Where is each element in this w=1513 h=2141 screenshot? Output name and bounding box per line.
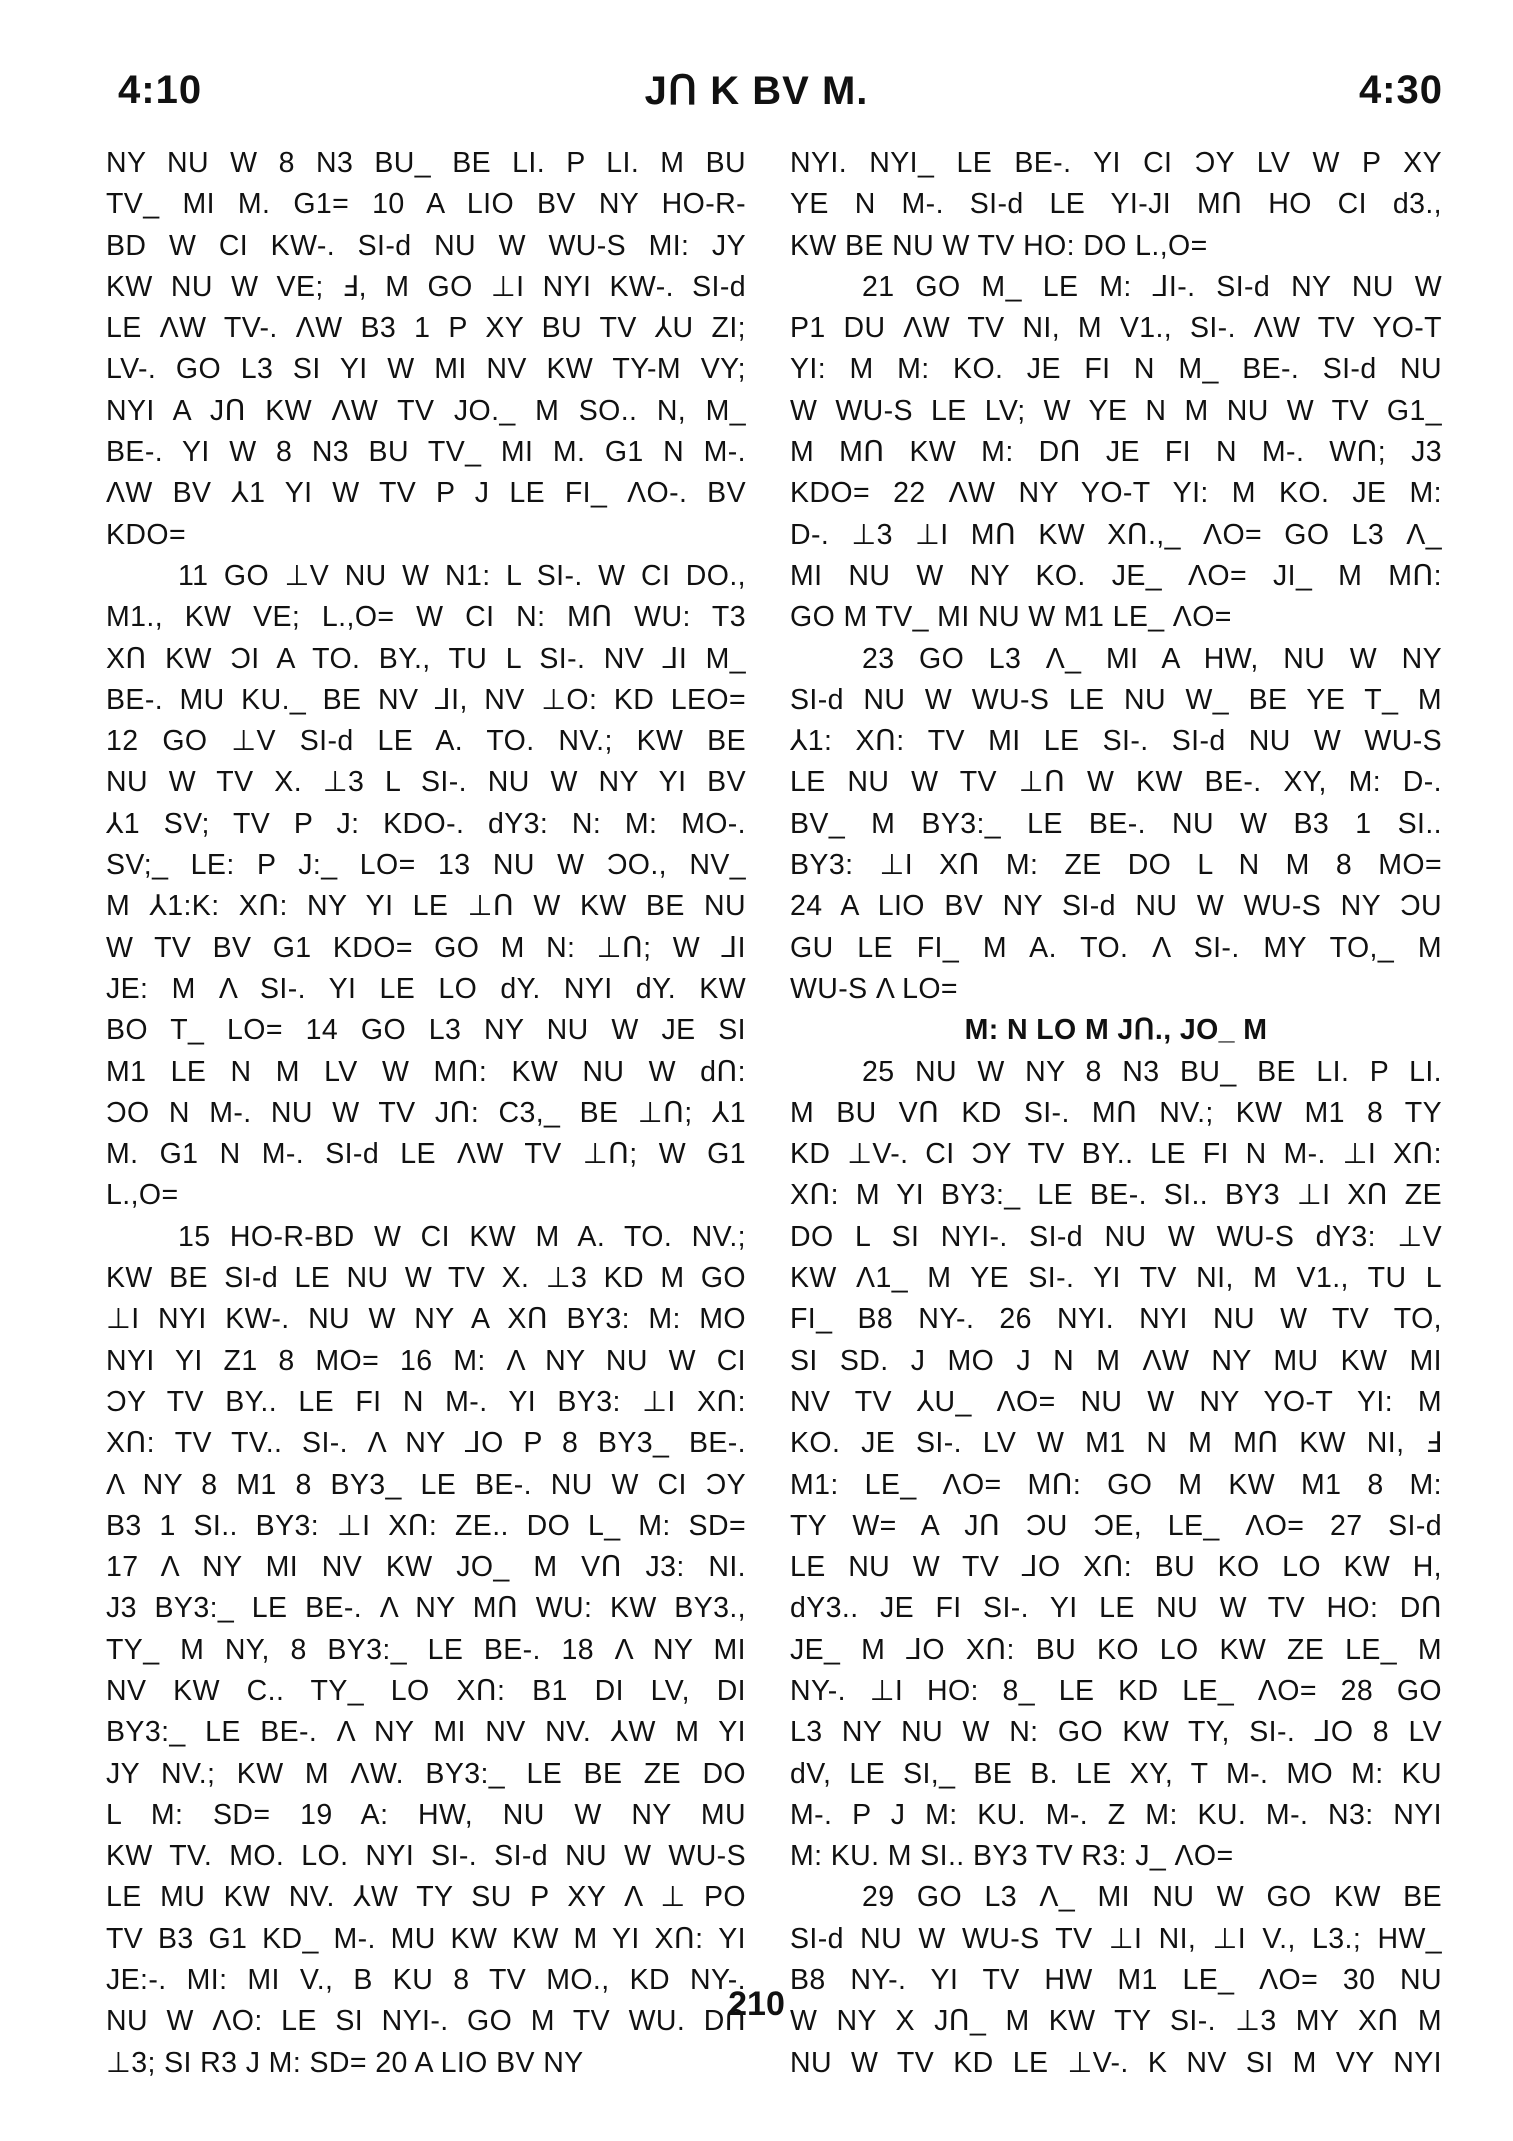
text-line: M-. P J M: KU. M-. Z M: KU. M-. N3: NYI: [790, 1798, 1442, 1831]
text-line: GO M TV_ MI NU W M1 LE_ ΛO=: [790, 601, 1232, 634]
text-line: BY3: ⊥I XՈ M: ZE DO L N M 8 MO=: [790, 849, 1442, 882]
text-line: 17 Λ NY MI NV KW JO_ M VՈ J3: NI.: [106, 1551, 746, 1584]
text-line: B3 1 SI.. BY3: ⊥I XՈ: ZE.. DO L_ M: SD=: [106, 1509, 746, 1542]
text-line: BE-. MU KU._ BE NV ⅃I, NV ⊥O: KD LEO=: [106, 683, 746, 716]
text-line: NYI. NYI_ LE BE-. YI CI ƆY LV W P XY: [790, 147, 1442, 179]
text-line: 23 GO L3 Λ_ MI A HW, NU W NY: [862, 642, 1442, 675]
text-line: NY NU W 8 N3 BU_ BE LI. P LI. M BU: [106, 147, 746, 179]
text-line: FI_ B8 NY-. 26 NYI. NYI NU W TV TO,: [790, 1303, 1442, 1336]
text-line: W NY X JՈ_ M KW TY SI-. ⊥3 MY XՈ M: [790, 2005, 1442, 2038]
text-line: M: KU. M SI.. BY3 TV R3: J_ ΛO=: [790, 1840, 1234, 1873]
running-head-book-title: JՈ K BV M.: [644, 69, 869, 113]
text-line: P1 DU ΛW TV NI, M V1., SI-. ΛW TV YO-T: [790, 312, 1442, 345]
text-column-right: [790, 143, 1442, 2084]
text-line: ΛW BV ⅄1 YI W TV P J LE FI_ ΛO-. BV: [106, 477, 746, 510]
text-line: TV B3 G1 KD_ M-. MU KW KW M YI XՈ: YI: [106, 1922, 746, 1955]
text-line: ⊥I NYI KW-. NU W NY A XՈ BY3: M: MO: [106, 1303, 746, 1336]
text-line: NY-. ⊥I HO: 8_ LE KD LE_ ΛO= 28 GO: [790, 1674, 1442, 1707]
page-number: 210: [728, 1985, 785, 2023]
text-line: W TV BV G1 KDO= GO M N: ⊥Ո; W ⅃I: [106, 931, 746, 964]
text-line: 29 GO L3 Λ_ MI NU W GO KW BE: [862, 1881, 1442, 1914]
text-line: dV, LE SI,_ BE B. LE XY, T M-. MO M: KU: [790, 1757, 1442, 1790]
text-line: YI: M M: KO. JE FI N M_ BE-. SI-d NU: [790, 353, 1442, 386]
text-line: KW BE SI-d LE NU W TV X. ⊥3 KD M GO: [106, 1262, 746, 1295]
text-line: B8 NY-. YI TV HW M1 LE_ ΛO= 30 NU: [790, 1964, 1442, 1997]
text-line: JY NV.; KW M ΛW. BY3:_ LE BE ZE DO: [106, 1757, 746, 1790]
text-line: BE-. YI W 8 N3 BU TV_ MI M. G1 N M-.: [106, 436, 746, 469]
text-line: 11 GO ⊥V NU W N1: L SI-. W CI DO.,: [178, 559, 746, 592]
text-line: XՈ KW ƆI A TO. BY., TU L SI-. NV ⅃I M_: [106, 642, 746, 675]
text-line: ƆO N M-. NU W TV JՈ: C3,_ BE ⊥Ո; ⅄1: [106, 1096, 746, 1129]
running-head-chapter-verse-start: 4:10: [118, 68, 203, 112]
text-line: SI SD. J MO J N M ΛW NY MU KW MI: [790, 1344, 1442, 1377]
text-line: ⊥3; SI R3 J M: SD= 20 A LIO BV NY: [106, 2046, 584, 2079]
text-line: LV-. GO L3 SI YI W MI NV KW TY-M VY;: [106, 353, 746, 386]
text-line: L M: SD= 19 A: HW, NU W NY MU: [106, 1798, 746, 1831]
text-line: M MՈ KW M: DՈ JE FI N M-. WՈ; J3: [790, 436, 1442, 469]
text-line: ƆY TV BY.. LE FI N M-. YI BY3: ⊥I XՈ:: [106, 1385, 746, 1418]
text-line: L.,O=: [106, 1179, 179, 1212]
running-head-chapter-verse-end: 4:30: [1358, 68, 1443, 112]
text-line: LE NU W TV ⅃O XՈ: BU KO LO KW H,: [790, 1551, 1442, 1584]
text-line: WU-S Λ LO=: [790, 972, 958, 1005]
text-line: D-. ⊥3 ⊥I MՈ KW XՈ.,_ ΛO= GO L3 Λ_: [790, 518, 1442, 551]
text-column-left: [106, 143, 746, 2084]
text-line: L3 NY NU W N: GO KW TY, SI-. ⅃O 8 LV: [790, 1716, 1442, 1749]
text-line: M BU VՈ KD SI-. MՈ NV.; KW M1 8 TY: [790, 1096, 1442, 1129]
text-line: M ⅄1:K: XՈ: NY YI LE ⊥Ո W KW BE NU: [106, 890, 746, 923]
text-line: YE N M-. SI-d LE YI-JI MՈ HO CI d3.,: [790, 188, 1442, 221]
text-line: 21 GO M_ LE M: ⅃I-. SI-d NY NU W: [862, 270, 1442, 303]
text-line: NYI A JՈ KW ΛW TV JO._ M SO.. N, M_: [106, 394, 746, 427]
text-line: KW NU W VE; Ⅎ, M GO ⊥I NYI KW-. SI-d: [106, 270, 746, 303]
text-line: KO. JE SI-. LV W M1 N M MՈ KW NI, Ⅎ: [790, 1427, 1442, 1460]
text-line: TV_ MI M. G1= 10 A LIO BV NY HO-R-: [106, 188, 746, 221]
text-line: XՈ: M YI BY3:_ LE BE-. SI.. BY3 ⊥I XՈ ZE: [790, 1179, 1442, 1212]
text-line: KW TV. MO. LO. NYI SI-. SI-d NU W WU-S: [106, 1840, 746, 1873]
text-line: DO L SI NYI-. SI-d NU W WU-S dY3: ⊥V: [790, 1220, 1442, 1253]
text-line: 12 GO ⊥V SI-d LE A. TO. NV.; KW BE: [106, 725, 746, 758]
text-line: KW BE NU W TV HO: DO L.,O=: [790, 229, 1208, 262]
text-line: LE MU KW NV. ⅄W TY SU P XY Λ ⊥ PO: [106, 1881, 746, 1914]
text-line: TY W= A JՈ ƆU ƆE, LE_ ΛO= 27 SI-d: [790, 1509, 1442, 1542]
text-line: KD ⊥V-. CI ƆY TV BY.. LE FI N M-. ⊥I XՈ:: [790, 1138, 1442, 1171]
text-line: 15 HO-R-BD W CI KW M A. TO. NV.;: [178, 1220, 746, 1253]
text-line: J3 BY3:_ LE BE-. Λ NY MՈ WU: KW BY3.,: [106, 1592, 746, 1625]
text-line: KDO= 22 ΛW NY YO-T YI: M KO. JE M:: [790, 477, 1442, 510]
text-line: Λ NY 8 M1 8 BY3_ LE BE-. NU W CI ƆY: [106, 1468, 746, 1501]
text-line: ⅄1: XՈ: TV MI LE SI-. SI-d NU W WU-S: [790, 725, 1442, 758]
text-line: M. G1 N M-. SI-d LE ΛW TV ⊥Ո; W G1: [106, 1138, 746, 1171]
text-line: W WU-S LE LV; W YE N M NU W TV G1_: [790, 394, 1442, 427]
text-line: BD W CI KW-. SI-d NU W WU-S MI: JY: [106, 229, 746, 262]
text-line: BV_ M BY3:_ LE BE-. NU W B3 1 SI..: [790, 807, 1442, 840]
text-line: JE_ M ⅃O XՈ: BU KO LO KW ZE LE_ M: [790, 1633, 1442, 1666]
text-line: NV KW C.. TY_ LO XՈ: B1 DI LV, DI: [106, 1674, 746, 1707]
text-line: M1., KW VE; L.,O= W CI N: MՈ WU: T3: [106, 601, 746, 634]
text-line: NU W TV X. ⊥3 L SI-. NU W NY YI BV: [106, 766, 746, 799]
text-line: 25 NU W NY 8 N3 BU_ BE LI. P LI.: [862, 1055, 1442, 1088]
text-line: NYI YI Z1 8 MO= 16 M: Λ NY NU W CI: [106, 1344, 746, 1377]
text-line: SV;_ LE: P J:_ LO= 13 NU W ƆO., NV_: [106, 849, 746, 882]
text-line: M1 LE N M LV W MՈ: KW NU W dՈ:: [106, 1055, 746, 1088]
text-line: NV TV ⅄U_ ΛO= NU W NY YO-T YI: M: [790, 1385, 1442, 1418]
text-line: XՈ: TV TV.. SI-. Λ NY ⅃O P 8 BY3_ BE-.: [106, 1427, 746, 1460]
text-line: KW Λ1_ M YE SI-. YI TV NI, M V1., TU L: [790, 1262, 1442, 1295]
text-line: MI NU W NY KO. JE_ ΛO= JI_ M MՈ:: [790, 559, 1442, 592]
text-line: NU W TV KD LE ⊥V-. K NV SI M VY NYI: [790, 2046, 1442, 2079]
text-line: ⅄1 SV; TV P J: KDO-. dY3: N: M: MO-.: [106, 807, 746, 840]
text-line: dY3.. JE FI SI-. YI LE NU W TV HO: DՈ: [790, 1592, 1442, 1625]
text-line: NU W ΛO: LE SI NYI-. GO M TV WU. DՈ: [106, 2005, 746, 2038]
section-heading: M: N LO M JՈ., JO_ M: [964, 1014, 1268, 1047]
text-line: 24 A LIO BV NY SI-d NU W WU-S NY ƆU: [790, 890, 1442, 923]
text-line: SI-d NU W WU-S TV ⊥I NI, ⊥I V., L3.; HW_: [790, 1922, 1442, 1955]
text-line: KDO=: [106, 518, 187, 551]
text-line: BY3:_ LE BE-. Λ NY MI NV NV. ⅄W M YI: [106, 1716, 746, 1749]
text-line: JE: M Λ SI-. YI LE LO dY. NYI dY. KW: [106, 972, 746, 1005]
text-line: M1: LE_ ΛO= MՈ: GO M KW M1 8 M:: [790, 1468, 1442, 1501]
text-line: TY_ M NY, 8 BY3:_ LE BE-. 18 Λ NY MI: [106, 1633, 746, 1666]
text-line: LE NU W TV ⊥Ո W KW BE-. XY, M: D-.: [790, 766, 1442, 799]
text-line: LE ΛW TV-. ΛW B3 1 P XY BU TV ⅄U ZI;: [106, 312, 746, 345]
text-line: SI-d NU W WU-S LE NU W_ BE YE T_ M: [790, 683, 1442, 716]
text-line: GU LE FI_ M A. TO. Λ SI-. MY TO,_ M: [790, 931, 1442, 964]
text-line: JE:-. MI: MI V., B KU 8 TV MO., KD NY-.: [106, 1964, 746, 1997]
text-line: BO T_ LO= 14 GO L3 NY NU W JE SI: [106, 1014, 746, 1047]
